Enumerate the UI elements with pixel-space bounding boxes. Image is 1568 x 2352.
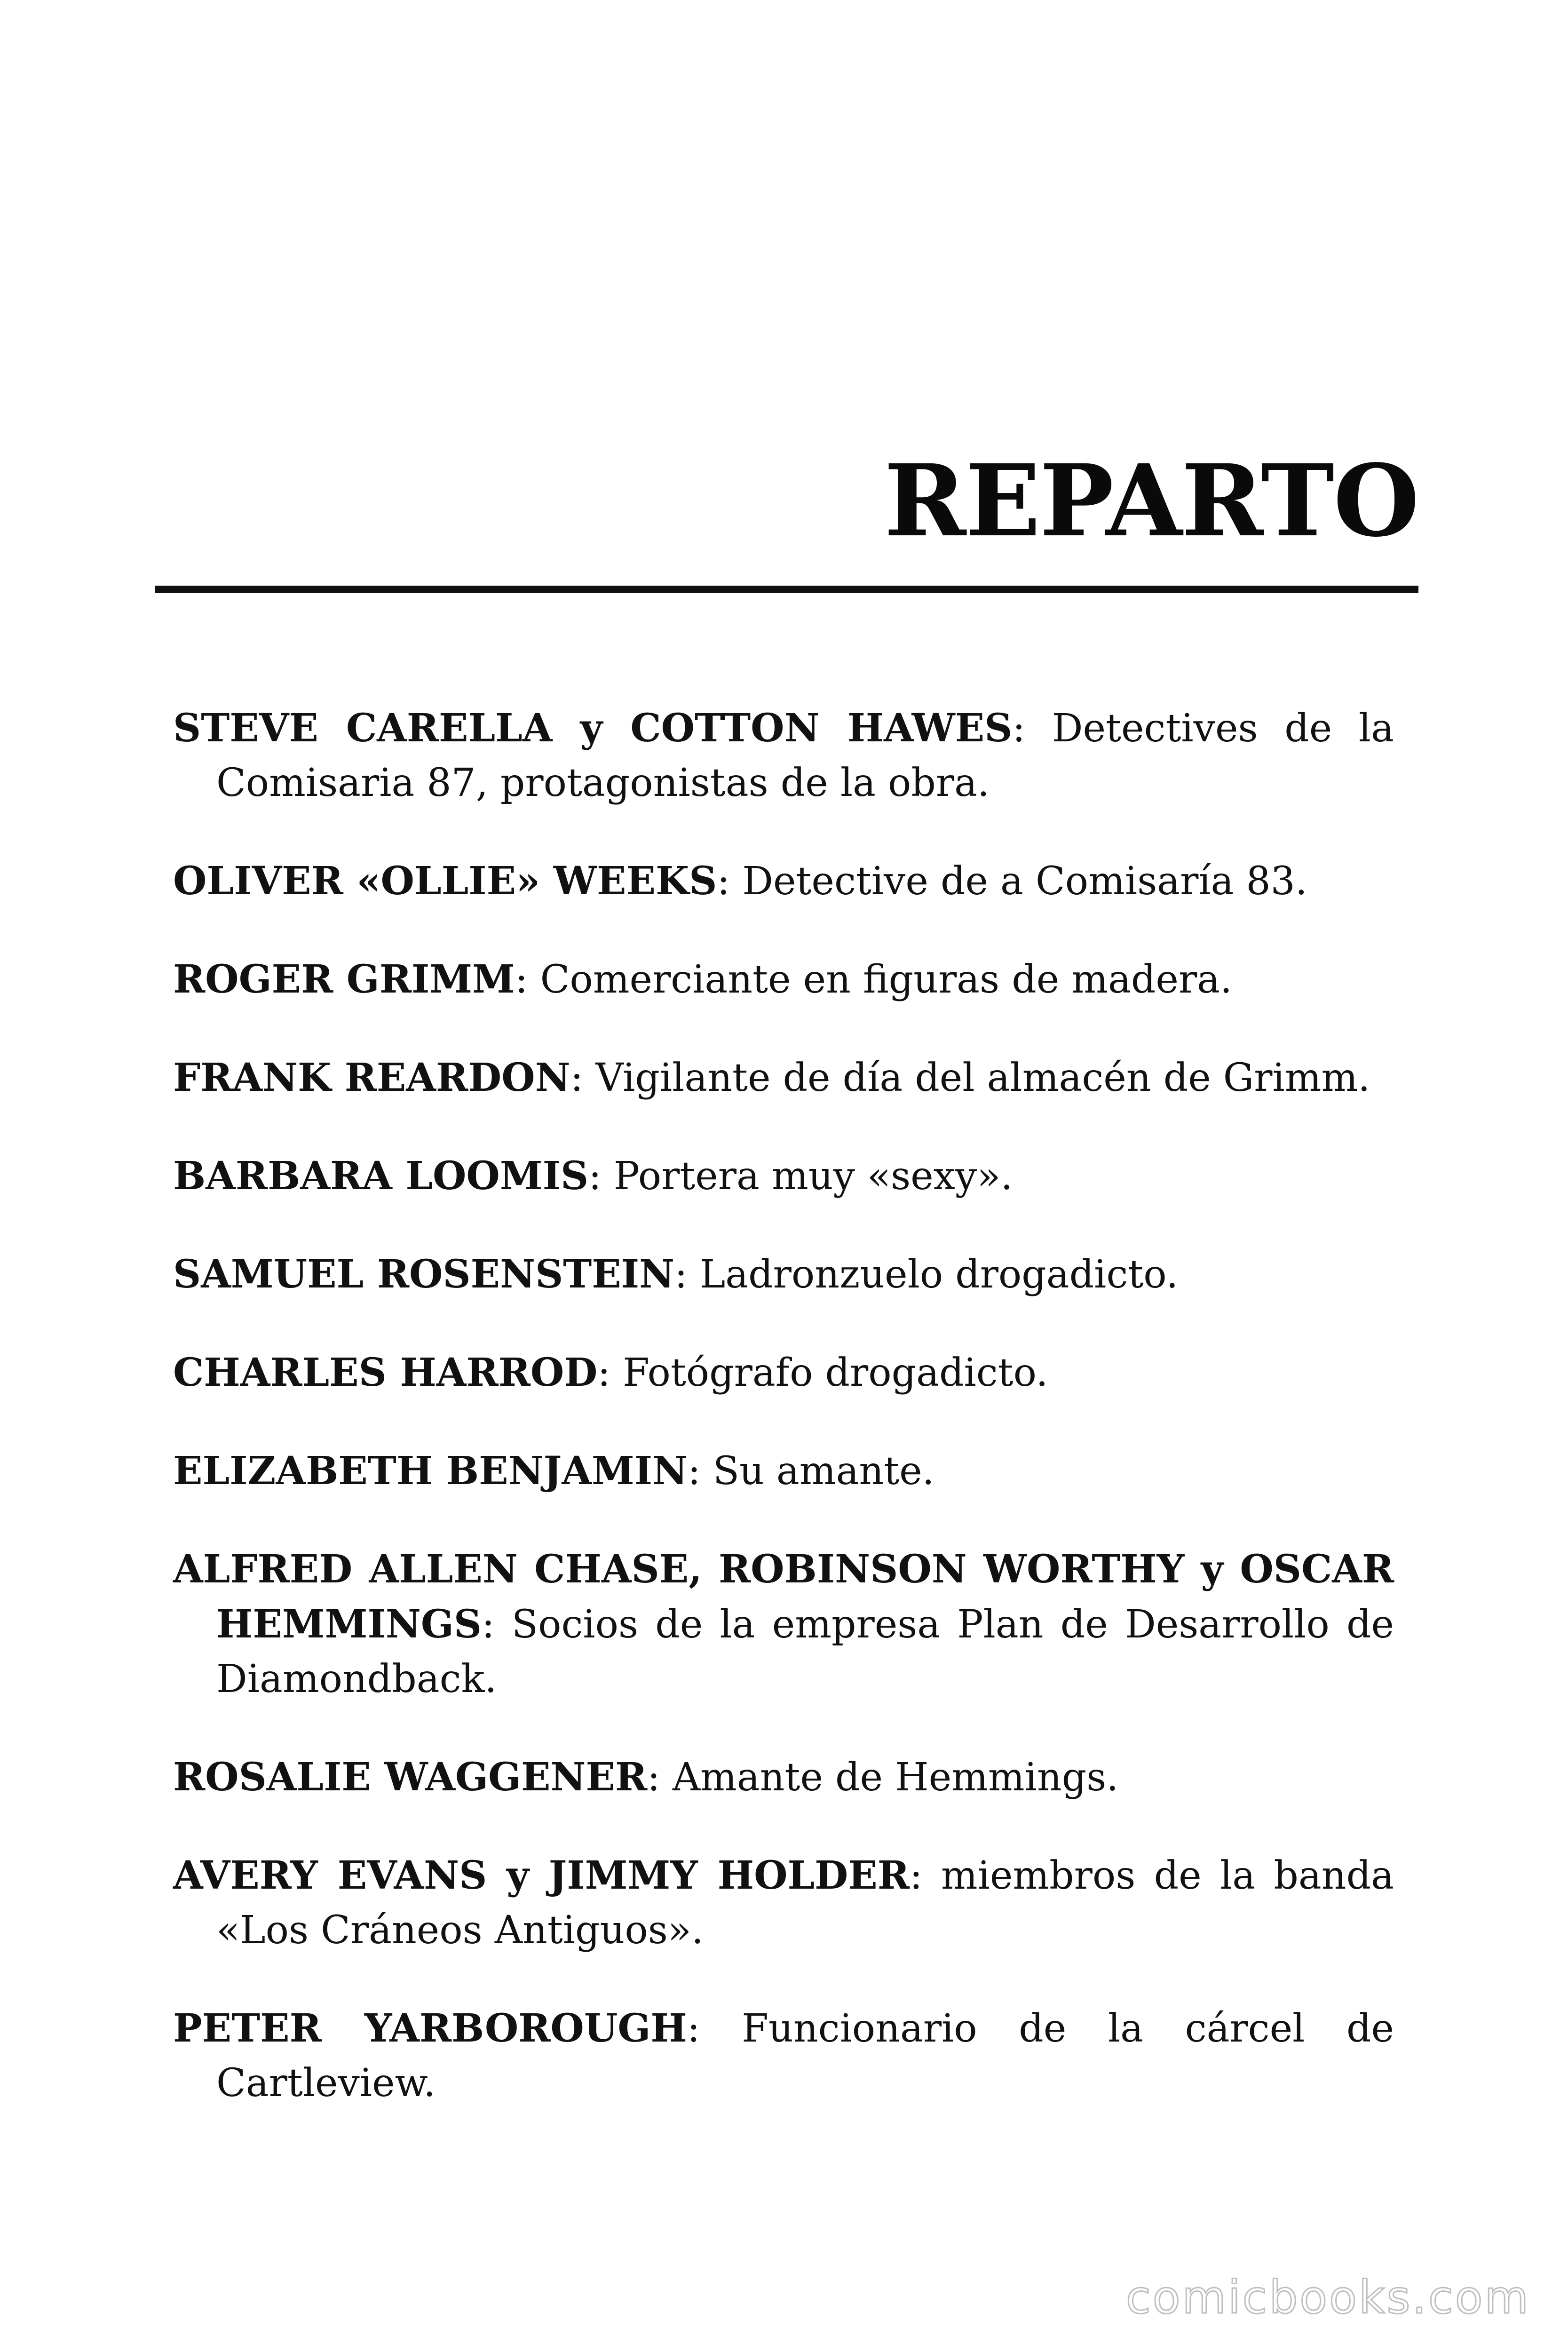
cast-list xyxy=(173,701,1394,2154)
cast-description: Fotógrafo drogadicto. xyxy=(623,1351,1048,1395)
cast-entry: ELIZABETH BENJAMIN: Su amante. xyxy=(173,1448,934,1494)
cast-description: Detective de a Comisaría 83. xyxy=(742,859,1307,904)
cast-name: ROGER GRIMM xyxy=(173,957,515,1002)
cast-entry: SAMUEL ROSENSTEIN: Ladronzuelo drogadicto. xyxy=(173,1252,1179,1297)
cast-description: Funcionario de la cárcel de Cartleview. xyxy=(216,2006,1394,2106)
cast-name: AVERY EVANS y JIMMY HOLDER xyxy=(173,1853,910,1898)
cast-description: Portera muy «sexy». xyxy=(613,1154,1013,1199)
cast-entry: FRANK REARDON: Vigilante de día del almacén de Grimm. xyxy=(173,1055,1370,1100)
cast-description: Su amante. xyxy=(713,1449,934,1494)
cast-name: SAMUEL ROSENSTEIN xyxy=(173,1252,675,1297)
cast-name: FRANK REARDON xyxy=(173,1055,570,1100)
cast-name: BARBARA LOOMIS xyxy=(173,1153,589,1199)
cast-name: ELIZABETH BENJAMIN xyxy=(173,1448,688,1494)
page-title: REPARTO xyxy=(884,443,1418,559)
cast-name: PETER YARBOROUGH xyxy=(173,2006,687,2051)
cast-entry: ROGER GRIMM: Comerciante en figuras de madera. xyxy=(173,957,1233,1002)
watermark: comicbooks.com xyxy=(1125,2271,1530,2324)
cast-name: STEVE CARELLA y COTTON HAWES xyxy=(173,706,1013,751)
cast-name: OLIVER «OLLIE» WEEKS xyxy=(173,858,717,904)
title-rule xyxy=(155,586,1418,593)
cast-entry: AVERY EVANS y JIMMY HOLDER: miembros de la banda «Los Cráneos Antiguos». xyxy=(173,1853,1394,1953)
cast-name: ROSALIE WAGGENER xyxy=(173,1755,648,1800)
cast-entry: ALFRED ALLEN CHASE, ROBINSON WORTHY y OSCAR HEMMINGS: Socios de la empresa Plan de Desarrollo de Diamondback. xyxy=(173,1547,1394,1701)
cast-description: Amante de Hemmings. xyxy=(672,1755,1119,1800)
cast-name: CHARLES HARROD xyxy=(173,1350,598,1395)
cast-entry: ROSALIE WAGGENER: Amante de Hemmings. xyxy=(173,1755,1119,1800)
cast-description: Detectives de la Comisaria 87, protagonistas de la obra. xyxy=(216,706,1394,805)
cast-description: Vigilante de día del almacén de Grimm. xyxy=(595,1056,1370,1100)
cast-description: Socios de la empresa Plan de Desarrollo de Diamondback. xyxy=(216,1602,1394,1701)
cast-entry: PETER YARBOROUGH: Funcionario de la cárcel de Cartleview. xyxy=(173,2006,1394,2106)
cast-entry: CHARLES HARROD: Fotógrafo drogadicto. xyxy=(173,1350,1048,1395)
cast-name: ALFRED ALLEN CHASE, ROBINSON WORTHY y OSCAR HEMMINGS xyxy=(173,1547,1394,1647)
cast-entry: OLIVER «OLLIE» WEEKS: Detective de a Comisaría 83. xyxy=(173,858,1307,904)
cast-description: Ladronzuelo drogadicto. xyxy=(699,1252,1179,1297)
cast-entry: STEVE CARELLA y COTTON HAWES: Detectives de la Comisaria 87, protagonistas de la obra. xyxy=(173,706,1394,805)
cast-entry: BARBARA LOOMIS: Portera muy «sexy». xyxy=(173,1153,1013,1199)
cast-description: Comerciante en figuras de madera. xyxy=(540,957,1233,1002)
cast-description: miembros de la banda «Los Cráneos Antiguos». xyxy=(216,1853,1394,1953)
